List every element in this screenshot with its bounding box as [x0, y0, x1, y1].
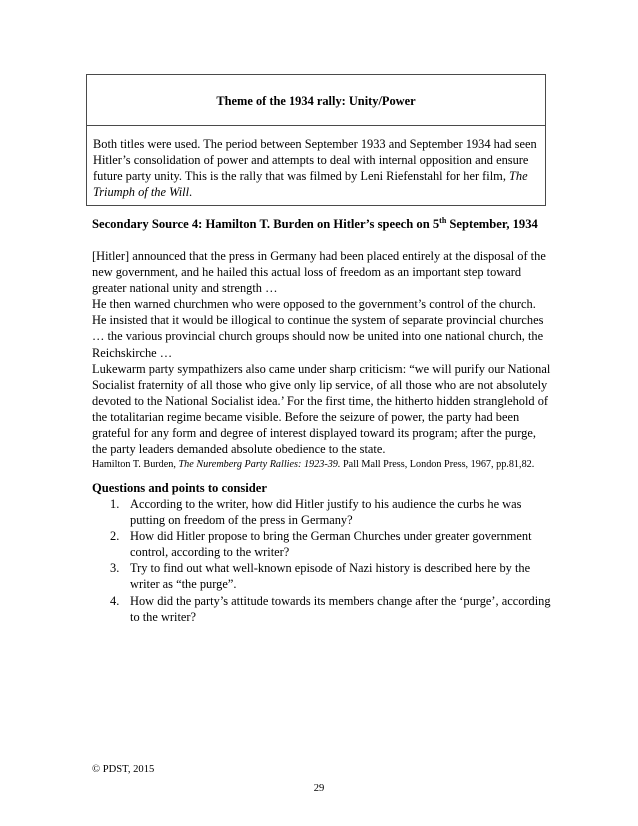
question-item — [92, 528, 552, 560]
citation-author: Hamilton T. Burden, — [92, 459, 179, 471]
citation-book: The Nuremberg Party Rallies: 1923-39. — [178, 459, 341, 471]
footer-copyright: © PDST, 2015 — [92, 764, 155, 775]
questions-heading: Questions and points to consider — [92, 481, 267, 495]
source-heading-sup: th — [439, 215, 447, 225]
questions-list — [92, 496, 552, 625]
citation — [92, 457, 552, 472]
source-quote — [92, 248, 552, 472]
question-item — [92, 593, 552, 625]
quote-paragraph-press: [Hitler] announced that the press in Germany had been placed entirely at the disposal of the new government, and he hailed this actual loss of freedom as an important step toward greater national unity and strength … — [92, 249, 546, 296]
question-text: According to the writer, how did Hitler justify to his audience the curbs he was putting on freedom of the press in Germany? — [130, 497, 522, 528]
theme-box — [86, 74, 546, 206]
theme-body-text: Both titles were used. The period between September 1933 and September 1934 had seen Hitler’s consolidation of power and attempts to deal with internal opposition and ensure future party unity. This is the rally that was filmed by Leni Riefenstahl for her film, — [93, 137, 537, 183]
quote-paragraph-criticism: Lukewarm party sympathizers also came under sharp criticism: “we will purify our National Socialist fraternity of all those who give only lip service, of all those who are not absolutely devoted to the National Socialist idea.’ For the first time, the hitherto hidden stranglehold of the totalitarian regime became visible. Before the seizure of power, the party had been grateful for any form and degree of interest displayed toward its program; after the purge, the party leaders demanded absolute obedience to the state. — [92, 361, 551, 457]
theme-title: Theme of the 1934 rally: Unity/Power — [87, 75, 545, 126]
film-title: The Triumph of the Will — [93, 169, 528, 199]
question-number: 2. — [110, 529, 120, 544]
question-text: How did Hitler propose to bring the German Churches under greater government control, according to the writer? — [130, 529, 532, 560]
question-item — [92, 560, 552, 592]
source-heading — [92, 216, 562, 232]
question-number: 4. — [110, 593, 120, 608]
question-item — [92, 496, 552, 528]
source-heading-tail: September, 1934 — [446, 217, 538, 231]
source-heading-main: Secondary Source 4: Hamilton T. Burden on Hitler’s speech on 5 — [92, 217, 440, 231]
question-text: How did the party’s attitude towards its members change after the ‘purge’, according to the writer? — [130, 593, 551, 624]
question-number: 3. — [110, 561, 120, 576]
theme-body-end: . — [189, 185, 193, 199]
theme-body — [87, 126, 545, 200]
question-text: Try to find out what well-known episode of Nazi history is described here by the writer as “the purge”. — [130, 561, 531, 592]
question-number: 1. — [110, 497, 120, 511]
citation-publisher: Pall Mall Press, London Press, 1967, pp.81,82. — [340, 459, 535, 471]
page-number: 29 — [313, 783, 325, 794]
quote-paragraph-church: He then warned churchmen who were opposed to the government’s control of the church. He insisted that it would be illogical to continue the system of separate provincial churches … the various provincial church groups should now be united into one national church, the Reichskirche … — [92, 297, 544, 360]
